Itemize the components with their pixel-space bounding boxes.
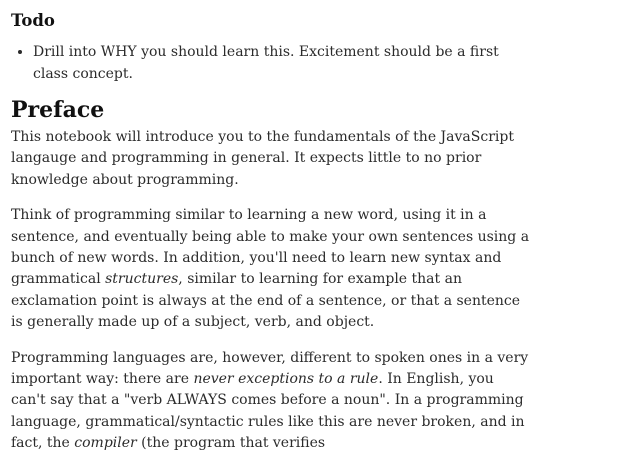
paragraph-3-text-b: . In English, you can't say that a "verb ALWAYS comes before a noun". In a programming language, grammatical/syntactic rules like this are never broken, and in fact, the xyxy=(11,371,525,452)
todo-heading: Todo xyxy=(11,11,55,30)
paragraph-3-emphasis-compiler: compiler xyxy=(74,435,137,452)
paragraph-2-emphasis: structures xyxy=(105,271,179,288)
todo-item: • Drill into WHY you should learn this. Excitement should be a first class concept. xyxy=(33,42,531,85)
preface-paragraph-1: This notebook will introduce you to the fundamentals of the JavaScript langauge and programming in general. It expects little to no prior knowledge about programming. xyxy=(11,129,514,188)
preface-paragraph-2 xyxy=(11,205,531,333)
paragraph-3-text-c: (the program that verifies xyxy=(136,435,326,452)
preface-paragraph-3 xyxy=(11,348,531,455)
todo-list xyxy=(11,42,531,85)
paragraph-2-text-b: , similar to learning for example that an exclamation point is always at the end of a sentence, or that a sentence is generally made up of a subject, verb, and object. xyxy=(11,271,521,331)
paragraph-3-emphasis-rule: never exceptions to a rule xyxy=(193,371,379,388)
notebook-content xyxy=(11,6,531,469)
preface-heading: Preface xyxy=(11,97,105,123)
paragraph-3-text-a: Programming languages are, however, different to spoken ones in a very important way: there are xyxy=(11,349,529,388)
paragraph-2-text-a: Think of programming similar to learning a new word, using it in a sentence, and eventually being able to make your own sentences using a bunch of new words. In addition, you'll need to learn new syntax and grammatical xyxy=(11,207,530,288)
